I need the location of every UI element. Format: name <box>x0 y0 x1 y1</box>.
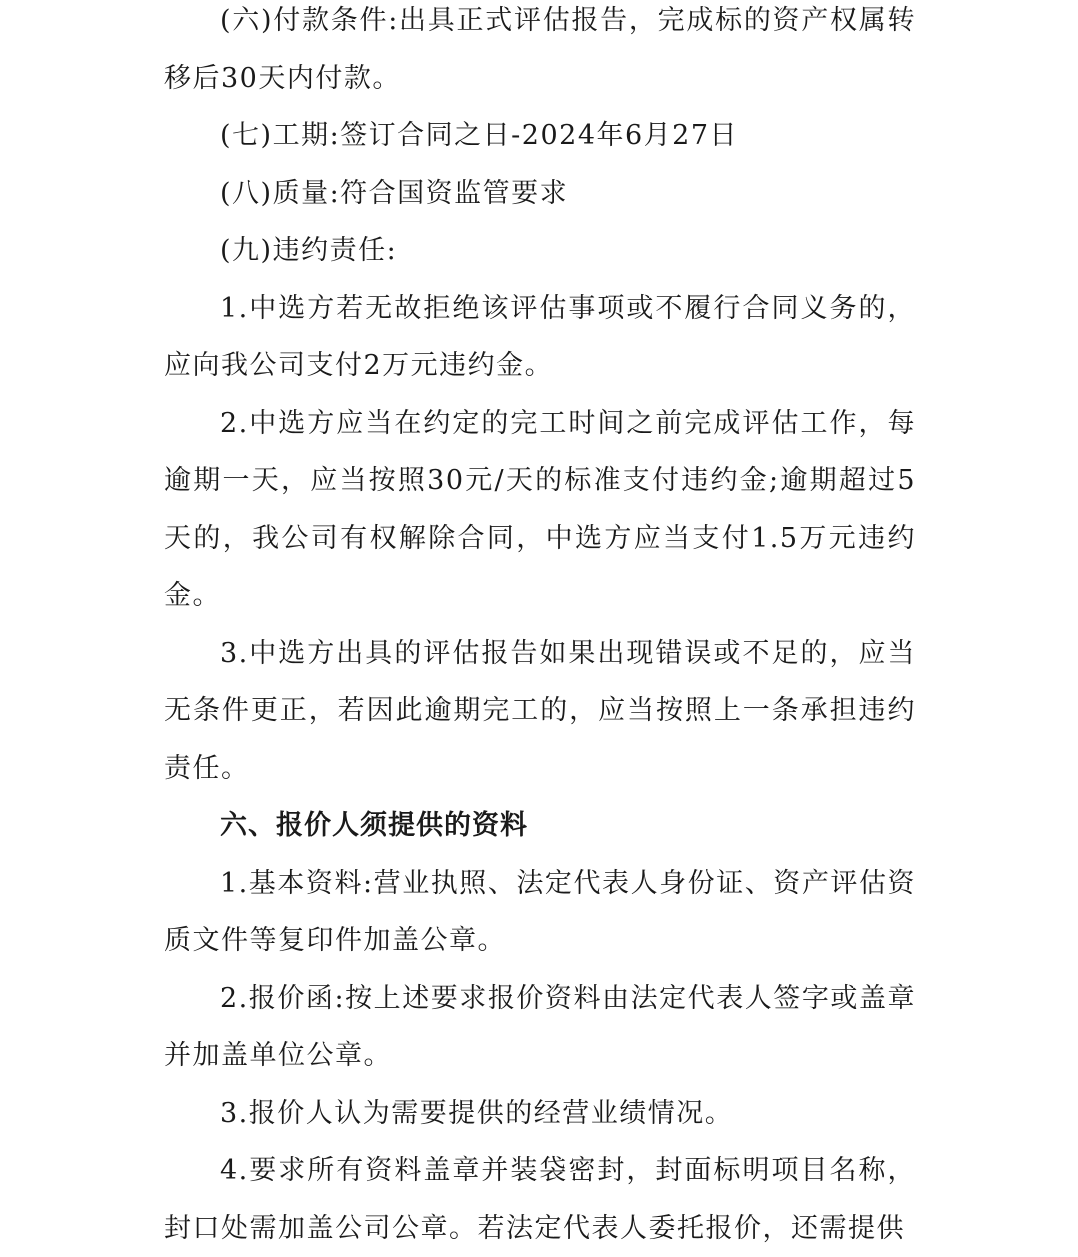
paragraph-breach-item-1: 1.中选方若无故拒绝该评估事项或不履行合同义务的，应向我公司支付2万元违约金。 <box>164 292 916 381</box>
paragraph-materials-item-1: 1.基本资料:营业执照、法定代表人身份证、资产评估资质文件等复印件加盖公章。 <box>164 867 916 956</box>
paragraph-quality: (八)质量:符合国资监管要求 <box>220 177 569 209</box>
paragraph-materials-item-4: 4.要求所有资料盖章并装袋密封，封面标明项目名称，封口处需加盖公司公章。若法定代表人委托报价，还需提供 <box>164 1155 916 1244</box>
paragraph-work-period: (七)工期:签订合同之日-2024年6月27日 <box>220 120 739 151</box>
paragraph-materials-item-3: 3.报价人认为需要提供的经营业绩情况。 <box>220 1097 734 1129</box>
section-heading: 六、报价人须提供的资料 <box>220 810 528 841</box>
paragraph-materials-item-2: 2.报价函:按上述要求报价资料由法定代表人签字或盖章并加盖单位公章。 <box>164 982 916 1071</box>
paragraph-breach-item-3: 3.中选方出具的评估报告如果出现错误或不足的，应当无条件更正，若因此逾期完工的，应当按照上一条承担违约责任。 <box>164 637 916 784</box>
document-page <box>164 0 916 1257</box>
paragraph-payment-terms: (六)付款条件:出具正式评估报告，完成标的资产权属转移后30天内付款。 <box>164 5 916 94</box>
paragraph-breach-item-2: 2.中选方应当在约定的完工时间之前完成评估工作，每逾期一天，应当按照30元/天的标准支付违约金;逾期超过5天的，我公司有权解除合同，中选方应当支付1.5万元违约金。 <box>164 407 916 611</box>
paragraph-breach-liability: (九)违约责任: <box>220 235 398 266</box>
